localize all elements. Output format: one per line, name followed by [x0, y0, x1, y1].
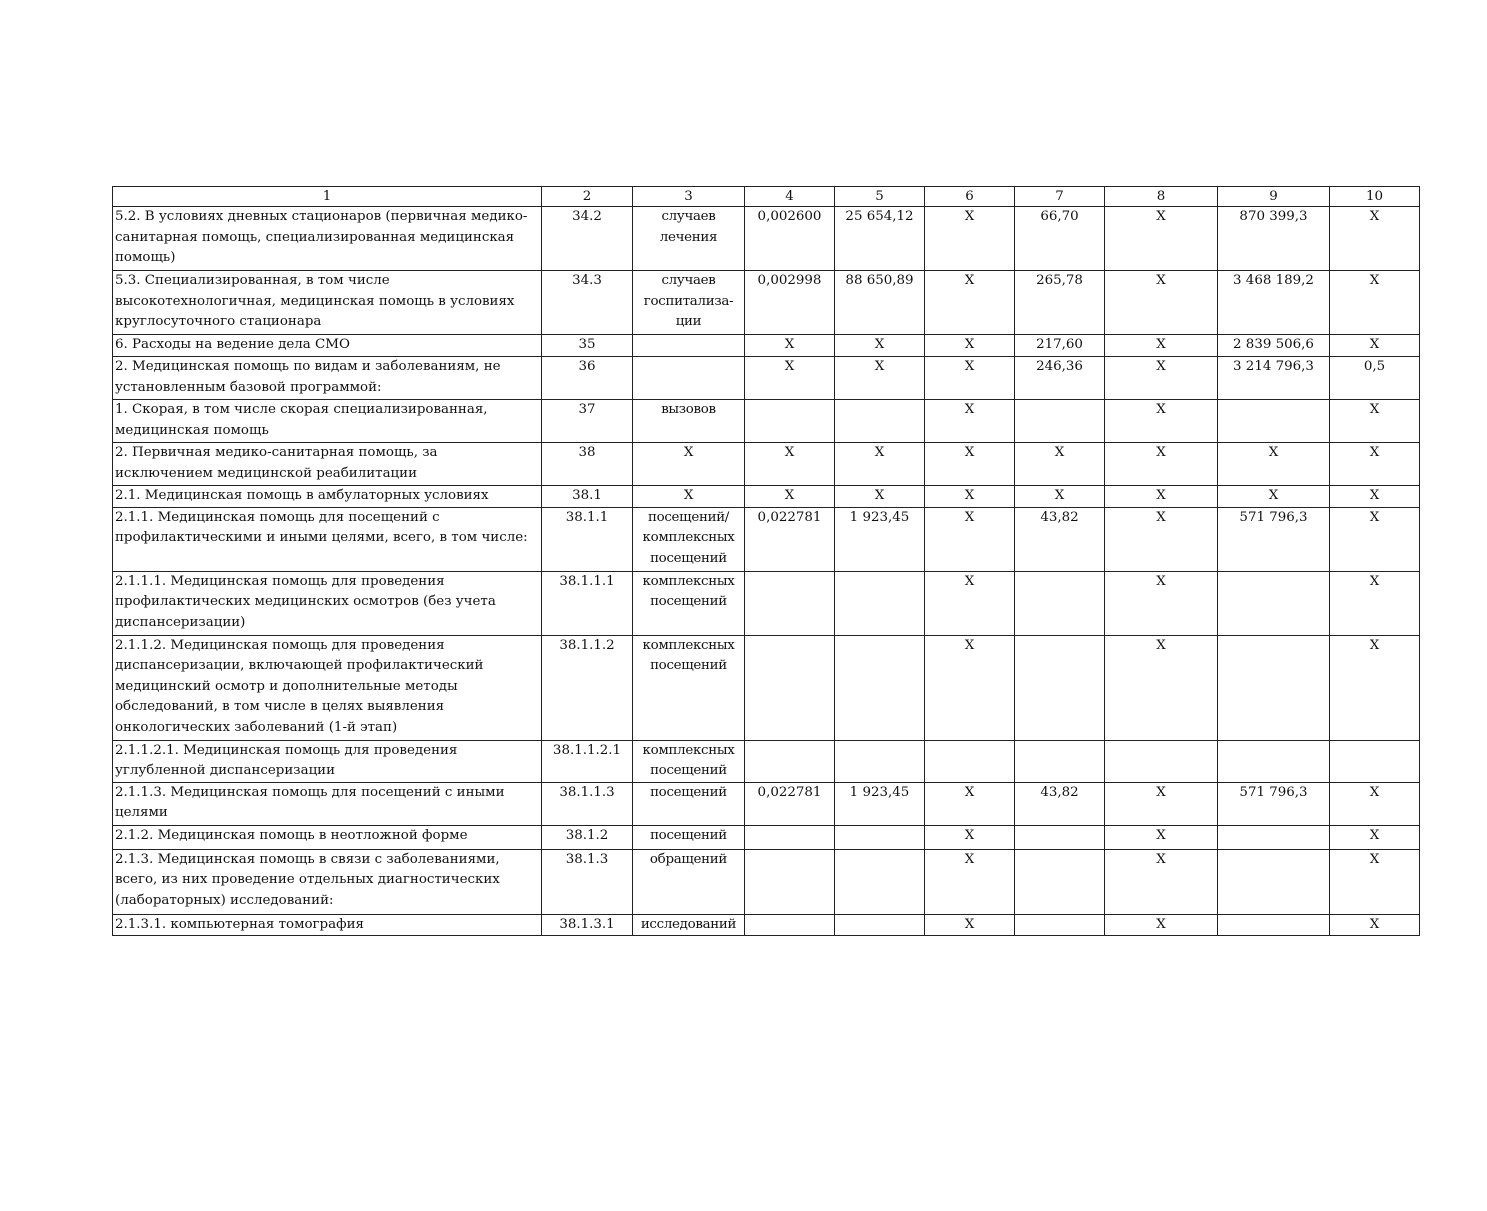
cell-8: X	[1105, 849, 1218, 914]
cell-4: 0,002600	[745, 207, 835, 271]
cell-9	[1218, 825, 1330, 849]
table-row	[113, 443, 1420, 486]
cell-8: X	[1105, 271, 1218, 335]
table-row	[113, 740, 1420, 782]
row-code: 38.1.1.1	[542, 571, 633, 635]
unit: посещений	[633, 782, 745, 825]
table-row	[113, 571, 1420, 635]
cell-4: 0,002998	[745, 271, 835, 335]
unit: случаев госпитализа-ции	[633, 271, 745, 335]
table-row	[113, 400, 1420, 443]
cell-4	[745, 914, 835, 936]
cell-5: X	[835, 443, 925, 486]
row-label: 2.1.1. Медицинская помощь для посещений с профилактическими и иными целями, всего, в том числе:	[113, 507, 542, 571]
cell-7: 43,82	[1015, 782, 1105, 825]
cell-5: X	[835, 335, 925, 357]
cell-9: 3 468 189,2	[1218, 271, 1330, 335]
row-code: 38.1.1.2	[542, 635, 633, 740]
cell-9: 571 796,3	[1218, 507, 1330, 571]
cell-9: 571 796,3	[1218, 782, 1330, 825]
table-row	[113, 782, 1420, 825]
cell-10: X	[1330, 335, 1420, 357]
row-label: 2.1.1.1. Медицинская помощь для проведения профилактических медицинских осмотров (без учета диспансеризации)	[113, 571, 542, 635]
table-row	[113, 635, 1420, 740]
cell-7: 43,82	[1015, 507, 1105, 571]
cell-8: X	[1105, 207, 1218, 271]
cell-6: X	[925, 825, 1015, 849]
cell-8: X	[1105, 507, 1218, 571]
row-code: 38.1.3.1	[542, 914, 633, 936]
cell-8: X	[1105, 635, 1218, 740]
cell-7	[1015, 914, 1105, 936]
cell-7	[1015, 400, 1105, 443]
row-label: 2.1.1.3. Медицинская помощь для посещений с иными целями	[113, 782, 542, 825]
cell-8: X	[1105, 486, 1218, 508]
cell-9: X	[1218, 443, 1330, 486]
cell-5	[835, 914, 925, 936]
cell-10: X	[1330, 914, 1420, 936]
row-code: 38.1.2	[542, 825, 633, 849]
cell-4: X	[745, 357, 835, 400]
data-table	[112, 186, 1420, 936]
cell-7: 246,36	[1015, 357, 1105, 400]
cell-9: 870 399,3	[1218, 207, 1330, 271]
cell-10: X	[1330, 635, 1420, 740]
cell-9	[1218, 740, 1330, 782]
cell-6: X	[925, 400, 1015, 443]
unit: комплексных посещений	[633, 740, 745, 782]
row-label: 2. Медицинская помощь по видам и заболеваниям, не установленным базовой программой:	[113, 357, 542, 400]
cell-5: 1 923,45	[835, 782, 925, 825]
table-row	[113, 486, 1420, 508]
row-label: 6. Расходы на ведение дела СМО	[113, 335, 542, 357]
cell-9	[1218, 914, 1330, 936]
header-cell: 9	[1218, 187, 1330, 207]
header-cell: 5	[835, 187, 925, 207]
cell-4	[745, 571, 835, 635]
cell-8: X	[1105, 825, 1218, 849]
row-code: 38.1.1	[542, 507, 633, 571]
cell-7	[1015, 571, 1105, 635]
cell-6: X	[925, 571, 1015, 635]
cell-8	[1105, 740, 1218, 782]
cell-10: X	[1330, 507, 1420, 571]
unit: X	[633, 486, 745, 508]
unit: X	[633, 443, 745, 486]
unit: комплексных посещений	[633, 635, 745, 740]
cell-8: X	[1105, 335, 1218, 357]
table-row	[113, 849, 1420, 914]
row-label: 2.1.1.2.1. Медицинская помощь для проведения углубленной диспансеризации	[113, 740, 542, 782]
cell-4: X	[745, 486, 835, 508]
cell-5	[835, 849, 925, 914]
row-code: 38.1	[542, 486, 633, 508]
cell-6: X	[925, 207, 1015, 271]
cell-6: X	[925, 443, 1015, 486]
row-code: 36	[542, 357, 633, 400]
unit: посещений/ комплексных посещений	[633, 507, 745, 571]
cell-7	[1015, 635, 1105, 740]
unit: вызовов	[633, 400, 745, 443]
cell-10: 0,5	[1330, 357, 1420, 400]
cell-6: X	[925, 486, 1015, 508]
cell-10: X	[1330, 207, 1420, 271]
cell-6: X	[925, 782, 1015, 825]
cell-4: 0,022781	[745, 507, 835, 571]
table-row	[113, 825, 1420, 849]
row-code: 37	[542, 400, 633, 443]
row-label: 2.1.1.2. Медицинская помощь для проведения диспансеризации, включающей профилактический медицинский осмотр и дополнительные методы обследований, в том числе в целях выявления онкологических заболеваний (1-й этап)	[113, 635, 542, 740]
unit: исследований	[633, 914, 745, 936]
row-code: 38.1.3	[542, 849, 633, 914]
cell-5: X	[835, 357, 925, 400]
row-label: 1. Скорая, в том числе скорая специализированная, медицинская помощь	[113, 400, 542, 443]
cell-6: X	[925, 914, 1015, 936]
cell-8: X	[1105, 782, 1218, 825]
row-code: 34.3	[542, 271, 633, 335]
cell-5: 88 650,89	[835, 271, 925, 335]
cell-10: X	[1330, 486, 1420, 508]
table-row	[113, 357, 1420, 400]
cell-8: X	[1105, 914, 1218, 936]
cell-10: X	[1330, 825, 1420, 849]
row-label: 2.1.3. Медицинская помощь в связи с заболеваниями, всего, из них проведение отдельных диагностических (лабораторных) исследований:	[113, 849, 542, 914]
cell-7	[1015, 849, 1105, 914]
unit: случаев лечения	[633, 207, 745, 271]
table-row	[113, 914, 1420, 936]
unit: обращений	[633, 849, 745, 914]
table-row	[113, 507, 1420, 571]
table-row	[113, 335, 1420, 357]
cell-10: X	[1330, 400, 1420, 443]
row-label: 5.3. Специализированная, в том числе высокотехнологичная, медицинская помощь в условиях круглосуточного стационара	[113, 271, 542, 335]
unit: посещений	[633, 825, 745, 849]
cell-8: X	[1105, 443, 1218, 486]
cell-5	[835, 400, 925, 443]
cell-4: X	[745, 443, 835, 486]
row-label: 2.1. Медицинская помощь в амбулаторных условиях	[113, 486, 542, 508]
cell-7	[1015, 740, 1105, 782]
cell-8: X	[1105, 571, 1218, 635]
header-cell: 4	[745, 187, 835, 207]
cell-7: 66,70	[1015, 207, 1105, 271]
cell-9	[1218, 635, 1330, 740]
cell-9: X	[1218, 486, 1330, 508]
cell-7: 265,78	[1015, 271, 1105, 335]
cell-7: X	[1015, 486, 1105, 508]
header-cell: 10	[1330, 187, 1420, 207]
cell-6: X	[925, 271, 1015, 335]
cell-4	[745, 849, 835, 914]
cell-10: X	[1330, 782, 1420, 825]
cell-4	[745, 400, 835, 443]
row-code: 38.1.1.3	[542, 782, 633, 825]
cell-6: X	[925, 357, 1015, 400]
cell-8: X	[1105, 357, 1218, 400]
cell-6: X	[925, 507, 1015, 571]
cell-7	[1015, 825, 1105, 849]
row-label: 2.1.3.1. компьютерная томография	[113, 914, 542, 936]
header-row	[113, 187, 1420, 207]
cell-7: 217,60	[1015, 335, 1105, 357]
cell-4: X	[745, 335, 835, 357]
cell-4: 0,022781	[745, 782, 835, 825]
unit: комплексных посещений	[633, 571, 745, 635]
header-cell: 8	[1105, 187, 1218, 207]
cell-10: X	[1330, 443, 1420, 486]
table-row	[113, 271, 1420, 335]
header-cell: 6	[925, 187, 1015, 207]
row-label: 2. Первичная медико-санитарная помощь, за исключением медицинской реабилитации	[113, 443, 542, 486]
cell-9	[1218, 849, 1330, 914]
cell-4	[745, 825, 835, 849]
header-cell: 2	[542, 187, 633, 207]
cell-8: X	[1105, 400, 1218, 443]
cell-5: 25 654,12	[835, 207, 925, 271]
cell-5: 1 923,45	[835, 507, 925, 571]
cell-9: 3 214 796,3	[1218, 357, 1330, 400]
unit	[633, 335, 745, 357]
cell-9	[1218, 571, 1330, 635]
header-cell: 1	[113, 187, 542, 207]
row-code: 35	[542, 335, 633, 357]
cell-10: X	[1330, 571, 1420, 635]
cell-5: X	[835, 486, 925, 508]
cell-5	[835, 740, 925, 782]
row-code: 38.1.1.2.1	[542, 740, 633, 782]
cell-5	[835, 825, 925, 849]
row-label: 2.1.2. Медицинская помощь в неотложной форме	[113, 825, 542, 849]
cell-10: X	[1330, 849, 1420, 914]
cell-7: X	[1015, 443, 1105, 486]
cell-10: X	[1330, 271, 1420, 335]
cell-4	[745, 635, 835, 740]
cell-6: X	[925, 635, 1015, 740]
cell-9	[1218, 400, 1330, 443]
cell-9: 2 839 506,6	[1218, 335, 1330, 357]
row-code: 38	[542, 443, 633, 486]
cell-6: X	[925, 335, 1015, 357]
header-cell: 7	[1015, 187, 1105, 207]
cell-10	[1330, 740, 1420, 782]
cell-5	[835, 635, 925, 740]
table-row	[113, 207, 1420, 271]
cell-5	[835, 571, 925, 635]
unit	[633, 357, 745, 400]
cell-6	[925, 740, 1015, 782]
row-code: 34.2	[542, 207, 633, 271]
cell-4	[745, 740, 835, 782]
cell-6: X	[925, 849, 1015, 914]
row-label: 5.2. В условиях дневных стационаров (первичная медико-санитарная помощь, специализированная медицинская помощь)	[113, 207, 542, 271]
header-cell: 3	[633, 187, 745, 207]
